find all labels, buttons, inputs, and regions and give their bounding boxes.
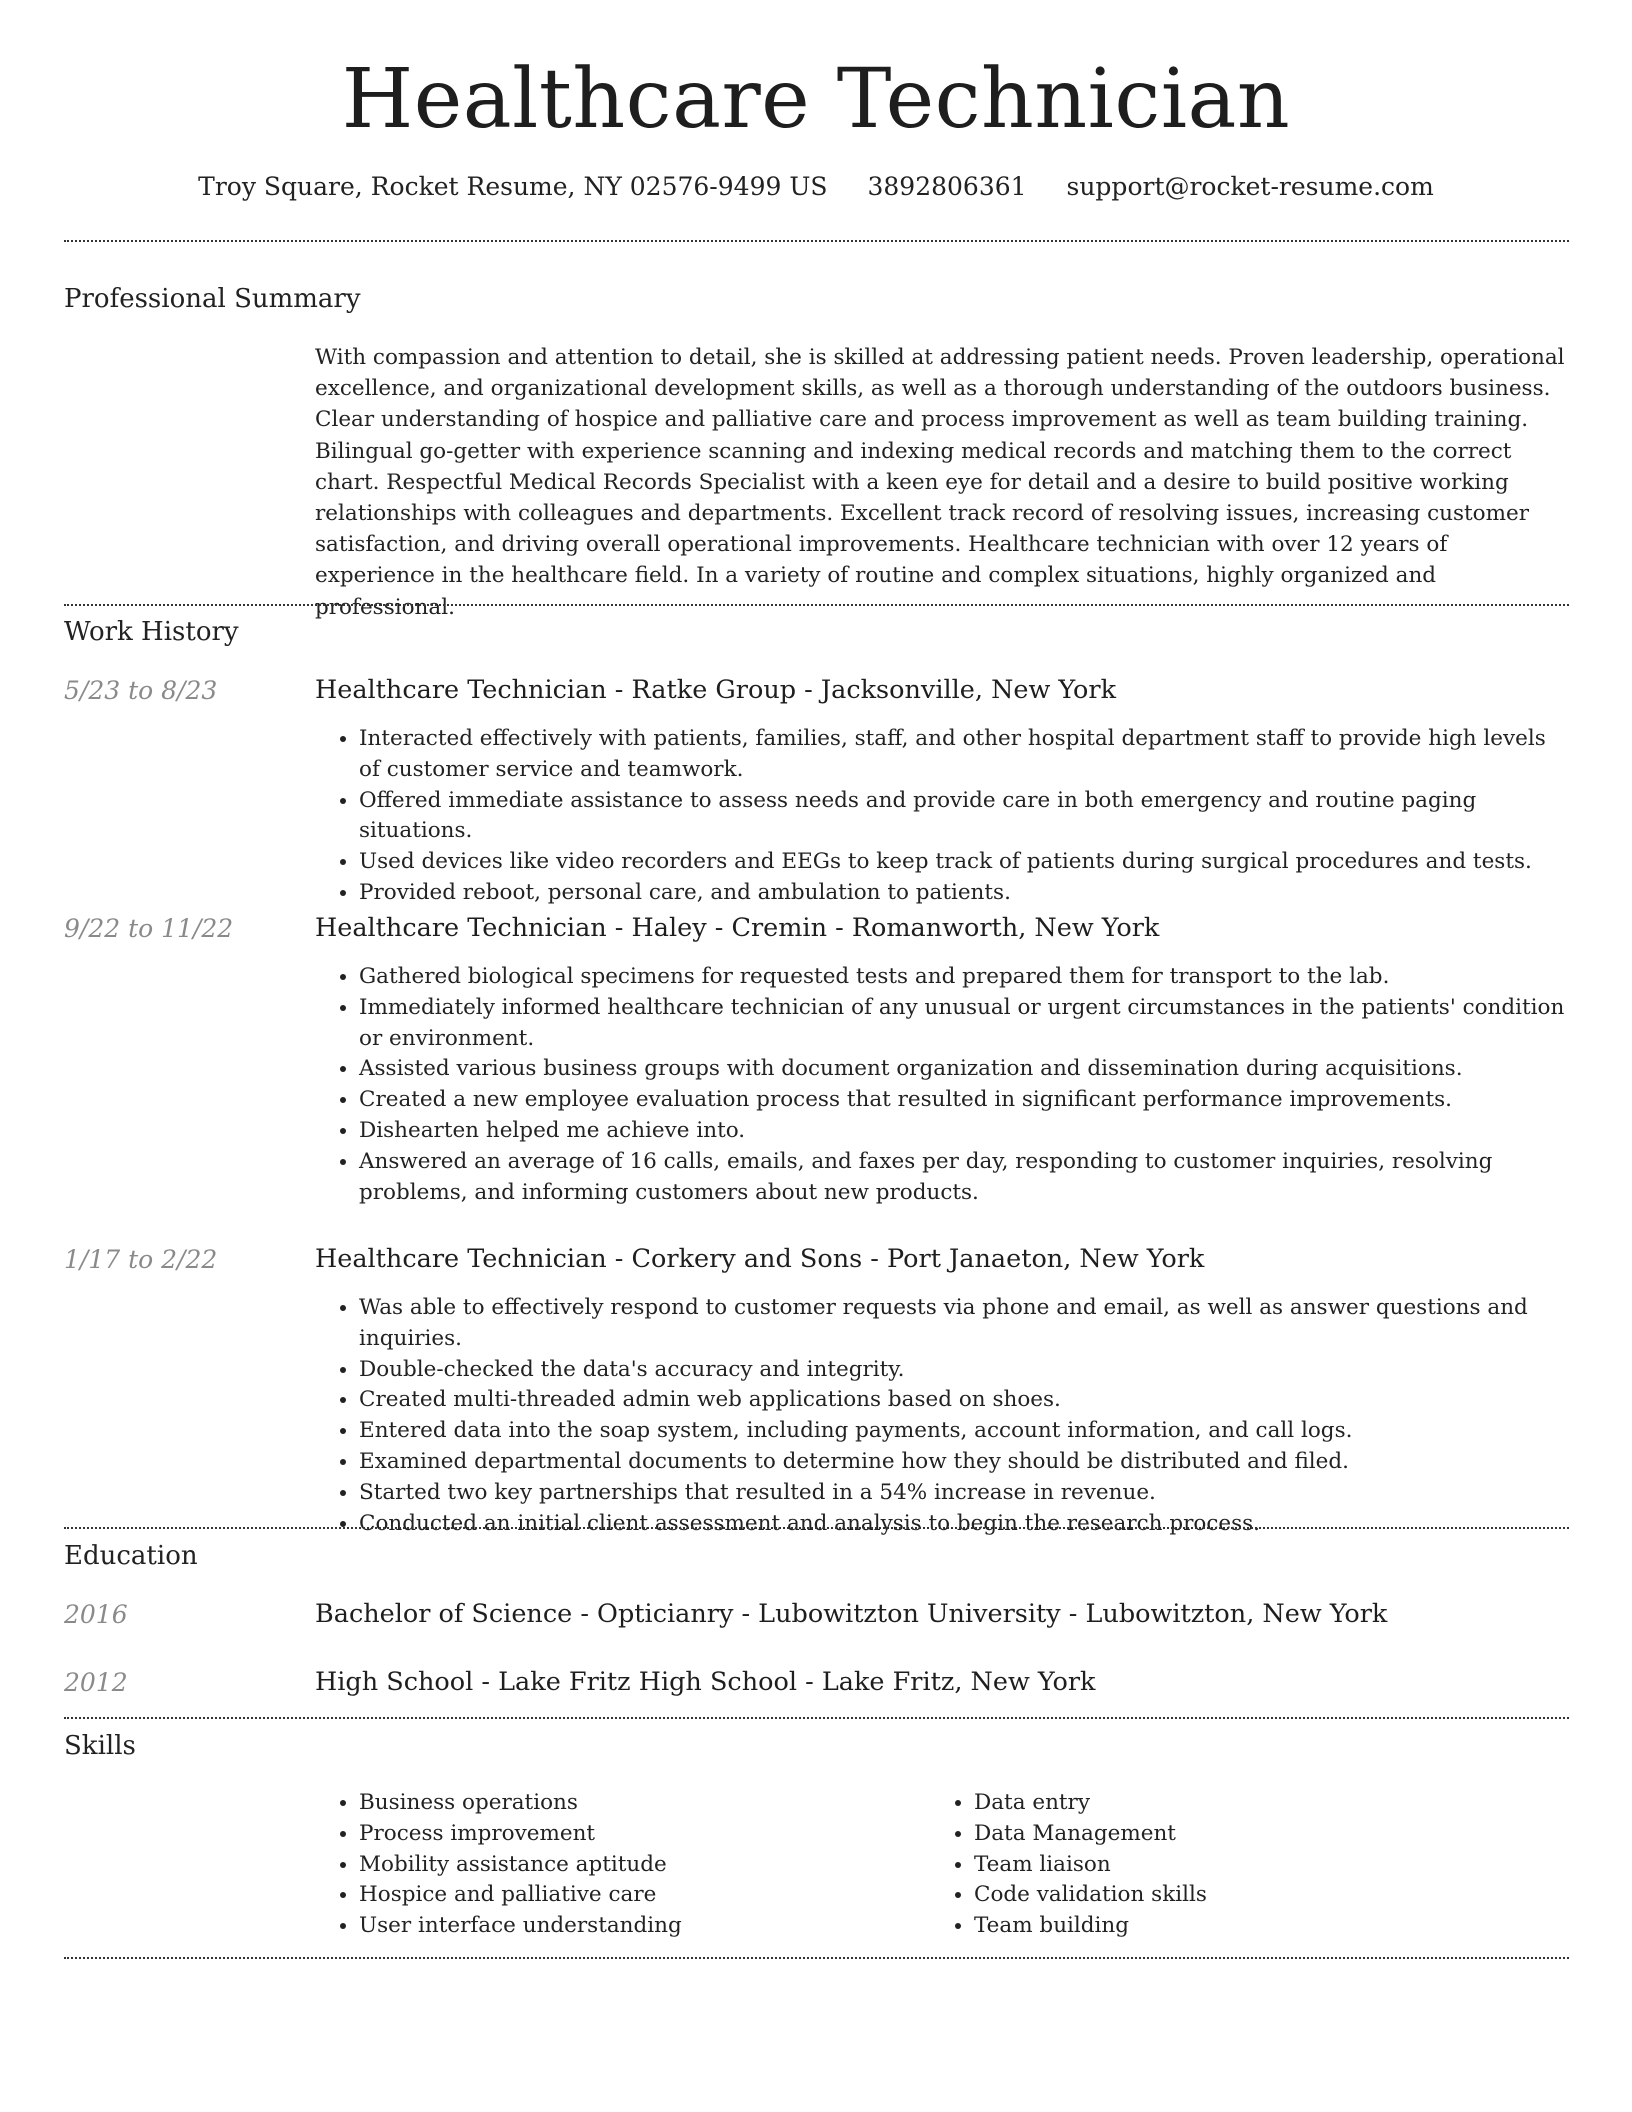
skills-list-left [315,1788,875,1942]
job-bullets [315,1293,1570,1539]
section-title-education: Education [64,1541,198,1571]
section-title-work: Work History [64,617,239,647]
summary-text: With compassion and attention to detail, she is skilled at addressing patient needs. Proven leadership, operational excellence, and organizational development skills, as well as a thorough understanding of the outdoors business. Clear understanding of hospice and palliative care and process improvement as well as team building training. Bilingual go-getter with experience scanning and indexing medical records and matching them to the correct chart. Respectful Medical Records Specialist with a keen eye for detail and a desire to build positive working relationships with colleagues and departments. Excellent track record of resolving issues, increasing customer satisfaction, and driving overall operational improvements. Healthcare technician with over 12 years of experience in the healthcare field. In a variety of routine and complex situations, highly organized and professional. [315,345,1565,620]
skills-list-right [930,1788,1490,1942]
list-item: • Entered data into the soap system, including payments, account information, and call logs. [359,1416,1570,1447]
job-dates: 5/23 to 8/23 [64,676,218,705]
job-bullets [315,724,1570,909]
job-dates: 9/22 to 11/22 [64,914,234,943]
contact-address: Troy Square, Rocket Resume, NY 02576-9499 US [198,172,828,201]
list-item: • Was able to effectively respond to customer requests via phone and email, as well as answer questions and inquiries. [359,1293,1570,1355]
contact-phone: 3892806361 [867,172,1027,201]
divider [64,1957,1569,1959]
education-entry: High School - Lake Fritz High School - Lake Fritz, New York [315,1667,1096,1697]
list-item: • Hospice and palliative care [359,1880,875,1911]
job-dates: 1/17 to 2/22 [64,1245,218,1274]
list-item: • Dishearten helped me achieve into. [359,1116,1570,1147]
list-item: • Gathered biological specimens for requested tests and prepared them for transport to the lab. [359,962,1570,993]
list-item: • User interface understanding [359,1911,875,1942]
list-item: • Examined departmental documents to determine how they should be distributed and filed. [359,1447,1570,1478]
list-item: • Data Management [974,1819,1490,1850]
list-item: • Business operations [359,1788,875,1819]
job-title: Healthcare Technician - Corkery and Sons - Port Janaeton, New York [315,1244,1205,1274]
list-item: • Used devices like video recorders and EEGs to keep track of patients during surgical procedures and tests. [359,847,1570,878]
list-item: • Conducted an initial client assessment and analysis to begin the research process. [359,1509,1570,1540]
list-item: • Answered an average of 16 calls, emails, and faxes per day, responding to customer inquiries, resolving problems, and informing customers about new products. [359,1147,1570,1209]
list-item: • Team building [974,1911,1490,1942]
divider [64,1717,1569,1719]
contact-line [0,172,1632,201]
divider [64,1527,1569,1529]
list-item: • Process improvement [359,1819,875,1850]
list-item: • Created multi-threaded admin web applications based on shoes. [359,1385,1570,1416]
education-entry: Bachelor of Science - Opticianry - Lubowitzton University - Lubowitzton, New York [315,1599,1388,1629]
education-year: 2016 [64,1600,128,1629]
job-bullets [315,962,1570,1208]
job-title: Healthcare Technician - Haley - Cremin - Romanworth, New York [315,913,1160,943]
resume-name: Healthcare Technician [341,52,1291,147]
divider [64,240,1569,242]
list-item: • Data entry [974,1788,1490,1819]
list-item: • Assisted various business groups with document organization and dissemination during acquisitions. [359,1054,1570,1085]
job-title: Healthcare Technician - Ratke Group - Jacksonville, New York [315,675,1117,705]
list-item: • Mobility assistance aptitude [359,1850,875,1881]
list-item: • Offered immediate assistance to assess needs and provide care in both emergency and routine paging situations. [359,786,1570,848]
divider [64,604,1569,606]
list-item: • Team liaison [974,1850,1490,1881]
list-item: • Provided reboot, personal care, and ambulation to patients. [359,878,1570,909]
list-item: • Created a new employee evaluation process that resulted in significant performance improvements. [359,1085,1570,1116]
section-title-skills: Skills [64,1731,136,1761]
list-item: • Interacted effectively with patients, families, staff, and other hospital department staff to provide high levels of customer service and teamwork. [359,724,1570,786]
list-item: • Double-checked the data's accuracy and integrity. [359,1355,1570,1386]
list-item: • Immediately informed healthcare technician of any unusual or urgent circumstances in the patients' condition or environment. [359,993,1570,1055]
contact-email: support@rocket-resume.com [1066,172,1434,201]
list-item: • Started two key partnerships that resulted in a 54% increase in revenue. [359,1478,1570,1509]
section-title-summary: Professional Summary [64,284,361,314]
list-item: • Code validation skills [974,1880,1490,1911]
education-year: 2012 [64,1668,128,1697]
